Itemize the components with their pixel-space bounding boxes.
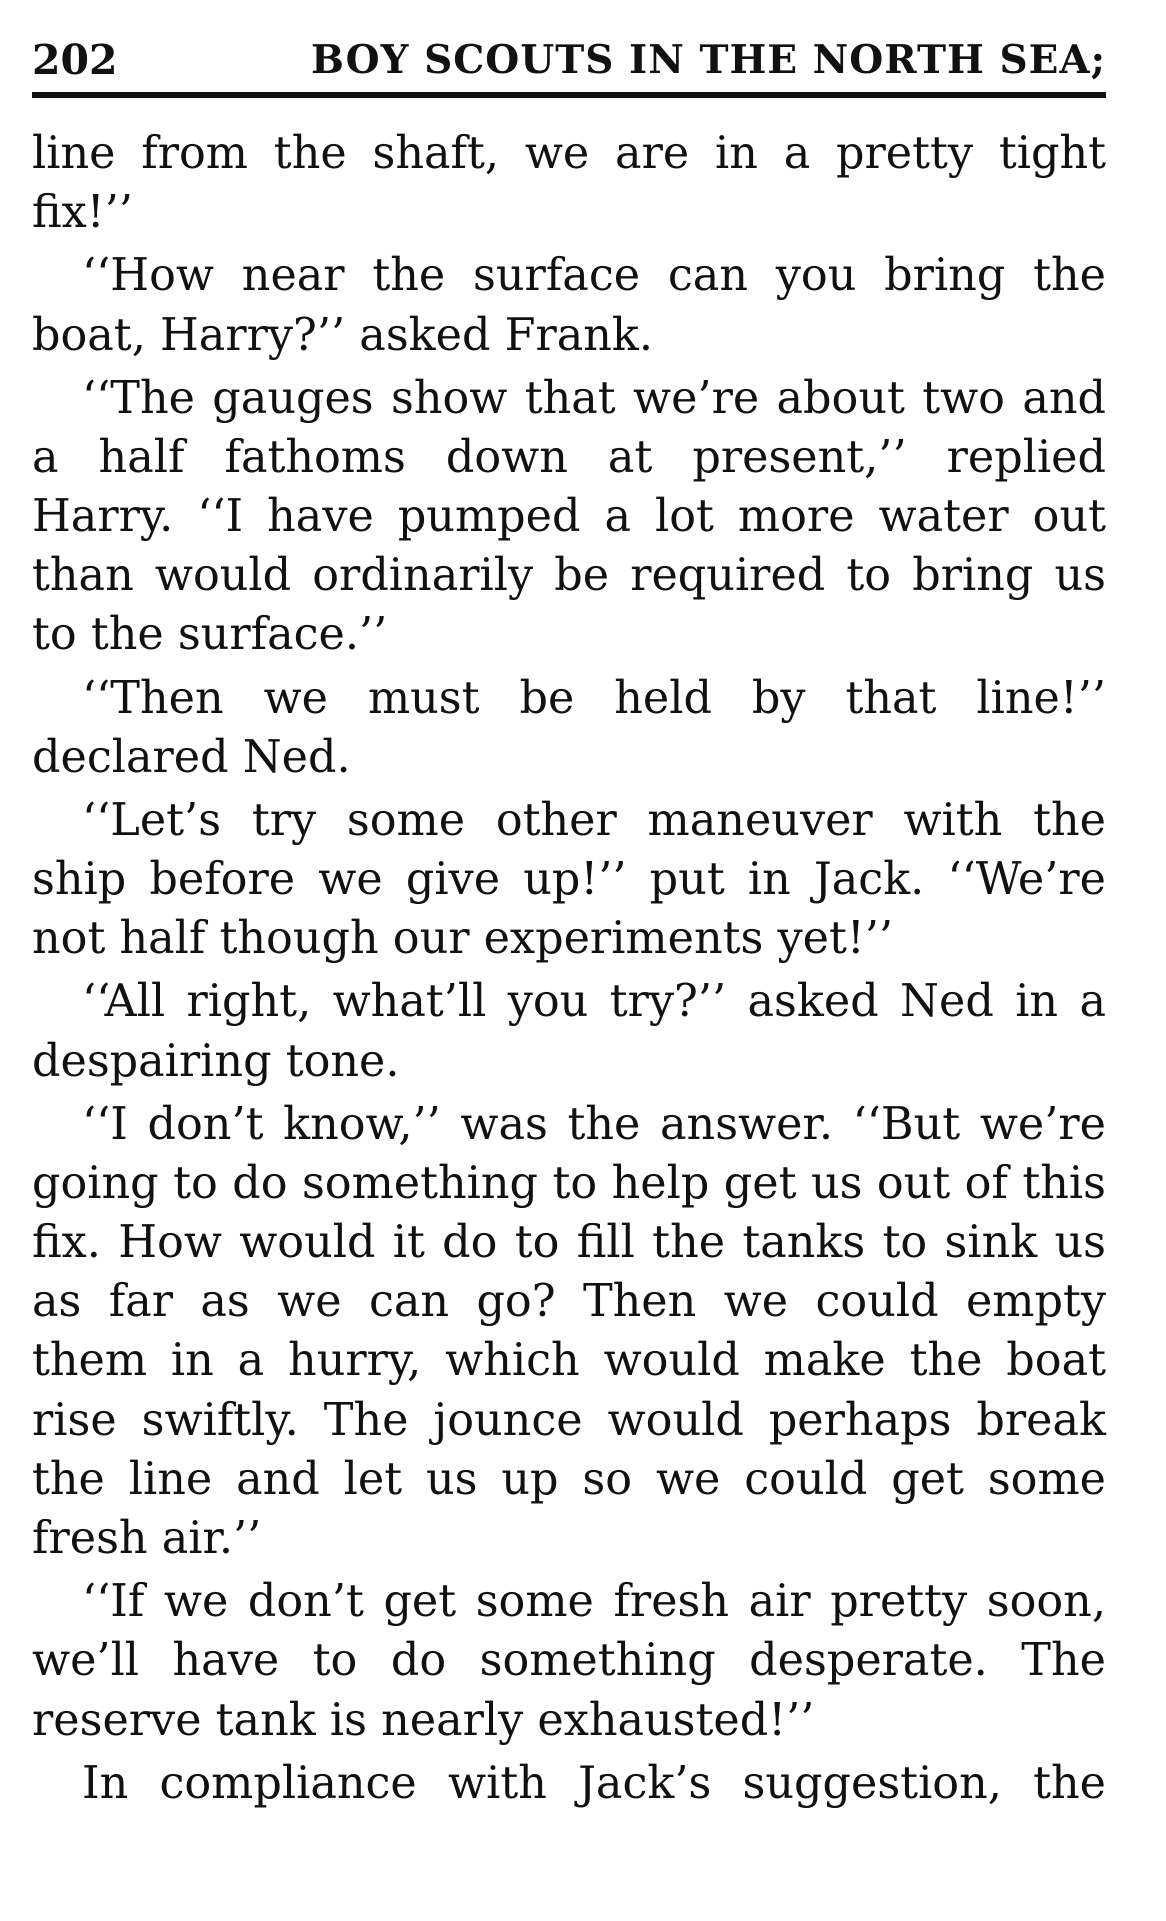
running-title: BOY SCOUTS IN THE NORTH SEA; (310, 37, 1106, 83)
body-text (32, 124, 1106, 1817)
paragraph: ‘‘I don’t know,’’ was the answer. ‘‘But we’re going to do something to help get us out of this fix. How would it do to fill the tanks to sink us as far as we can go? Then we could empty them in a hurry, which would make the boat rise swiftly. The jounce would perhaps break the line and let us up so we could get some fresh air.’’ (32, 1098, 1106, 1565)
page-number: 202 (32, 36, 118, 84)
paragraph: ‘‘If we don’t get some fresh air pretty soon, we’ll have to do something desperate. The reserve tank is nearly exhausted!’’ (32, 1576, 1106, 1746)
header-rule (32, 92, 1106, 98)
paragraph: ‘‘Then we must be held by that line!’’ declared Ned. (32, 672, 1106, 783)
page-header (32, 32, 1106, 88)
paragraph-continued: line from the shaft, we are in a pretty tight fix!’’ (32, 128, 1106, 239)
paragraph: ‘‘How near the surface can you bring the boat, Harry?’’ asked Frank. (32, 250, 1106, 361)
paragraph: ‘‘Let’s try some other maneuver with the ship before we give up!’’ put in Jack. ‘‘We’re not half though our experiments yet!’’ (32, 794, 1106, 965)
paragraph: ‘‘The gauges show that we’re about two and a half fathoms down at present,’’ replied Harry. ‘‘I have pumped a lot more water out than would ordinarily be required to bring us to the surface.’’ (32, 372, 1106, 661)
paragraph: ‘‘All right, what’ll you try?’’ asked Ned in a despairing tone. (32, 976, 1106, 1087)
paragraph-continues: In compliance with Jack’s suggestion, the (82, 1757, 1106, 1809)
